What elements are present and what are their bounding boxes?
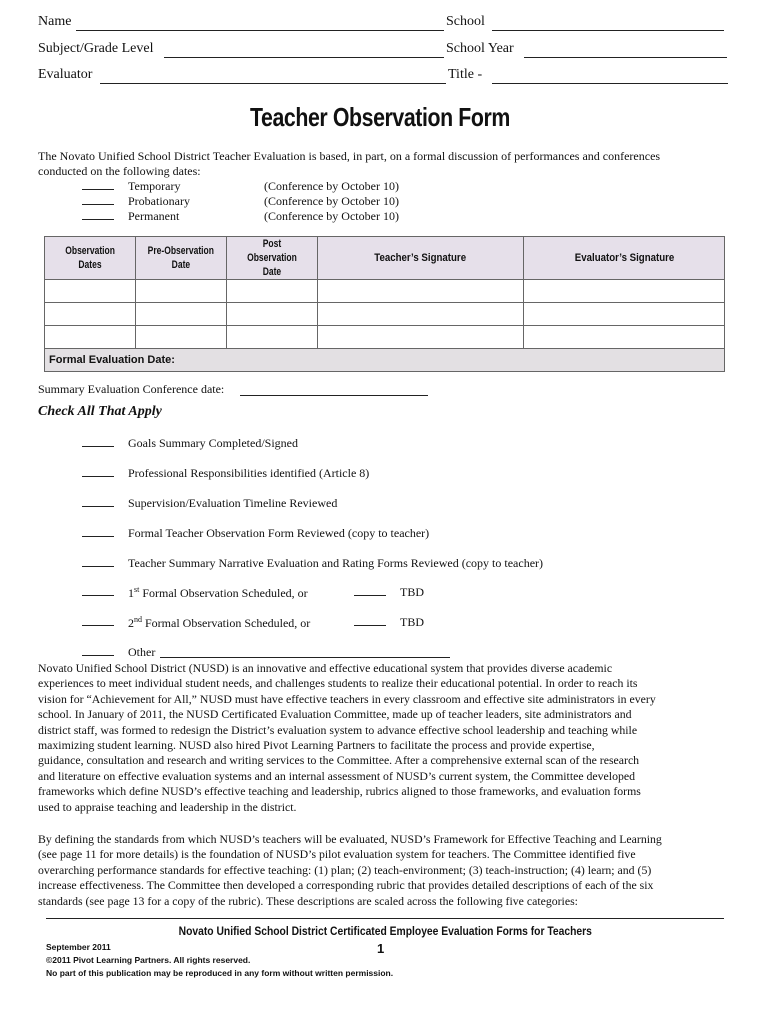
check-blank[interactable] <box>82 615 114 626</box>
paragraph-2 <box>38 832 732 909</box>
check-item-form-reviewed <box>82 526 430 541</box>
title-field[interactable] <box>492 83 728 84</box>
paragraph-line: standards (see page 13 for a copy of the rubric). These descriptions are scaled across the following five categories: <box>38 893 578 908</box>
paragraph-line: experiences to meet individual student needs, and challenges students to realize their educational potential. In order to reach its <box>38 676 638 691</box>
paragraph-1 <box>38 661 732 815</box>
check-label: Supervision/Evaluation Timeline Reviewed <box>128 496 338 510</box>
footer-copyright: ©2011 Pivot Learning Partners. All rights reserved. <box>46 955 251 965</box>
paragraph-line: overarching performance standards for effective teaching: (1) plan; (2) teach-environment; (3) teach-instruction; (4) learn; and (5) <box>38 862 652 877</box>
tbd-label: TBD <box>400 585 424 599</box>
check-blank[interactable] <box>82 466 114 477</box>
subject-grade-field[interactable] <box>164 57 444 58</box>
paragraph-line: frameworks which define NUSD’s effective teaching and leadership, rubrics aligned to those frameworks, and evaluation forms <box>38 784 641 799</box>
table-cell[interactable] <box>317 326 524 349</box>
evaluator-label: Evaluator <box>38 67 93 82</box>
paragraph-line: Novato Unified School District (NUSD) is an innovative and effective educational system that provides diverse academic <box>38 661 613 675</box>
paragraph-line: maximizing student learning. NUSD also hired Pivot Learning Partners to facilitate the process and provide expertise, <box>38 738 595 753</box>
table-cell[interactable] <box>524 326 725 349</box>
summary-conference-label: Summary Evaluation Conference date: <box>38 382 225 396</box>
table-cell[interactable] <box>524 303 725 326</box>
permanent-blank[interactable] <box>82 209 114 220</box>
table-cell[interactable] <box>226 280 317 303</box>
check-label: Other <box>128 645 156 659</box>
other-field[interactable] <box>160 657 450 658</box>
check-item-first-observation <box>82 585 424 600</box>
check-item-narrative <box>82 556 544 571</box>
subject-grade-label: Subject/Grade Level <box>38 41 154 56</box>
paragraph-line: used to appraise teaching and leadership in the district. <box>38 799 297 814</box>
check-label: Formal Teacher Observation Form Reviewed (copy to teacher) <box>128 526 430 540</box>
status-label: Permanent <box>128 209 180 223</box>
status-row-probationary <box>82 194 399 209</box>
status-note: (Conference by October 10) <box>264 209 399 223</box>
table-cell[interactable] <box>226 326 317 349</box>
status-note: (Conference by October 10) <box>264 179 399 193</box>
paragraph-line: By defining the standards from which NUSD’s teachers will be evaluated, NUSD’s Framework for Effective Teaching and Learning <box>38 832 662 846</box>
check-all-heading: Check All That Apply <box>38 404 162 419</box>
observation-table <box>44 236 725 372</box>
table-row <box>45 280 725 303</box>
intro-line-2: conducted on the following dates: <box>38 164 201 178</box>
tbd-label: TBD <box>400 615 424 629</box>
check-blank[interactable] <box>82 645 114 656</box>
table-cell[interactable] <box>135 280 226 303</box>
table-row <box>45 326 725 349</box>
check-blank[interactable] <box>82 496 114 507</box>
school-year-field[interactable] <box>524 57 727 58</box>
name-label: Name <box>38 14 72 29</box>
observation-dates-header: Observation Dates <box>45 237 136 280</box>
formal-evaluation-row <box>45 349 725 372</box>
status-row-permanent <box>82 209 399 224</box>
evaluator-field[interactable] <box>100 83 446 84</box>
check-item-responsibilities <box>82 466 370 481</box>
tbd-blank[interactable] <box>354 615 386 626</box>
form-title: Teacher Observation Form <box>250 102 510 132</box>
table-cell[interactable] <box>45 303 136 326</box>
check-item-second-observation <box>82 615 424 630</box>
table-cell[interactable] <box>135 303 226 326</box>
table-cell[interactable] <box>45 326 136 349</box>
title-label: Title - <box>448 67 483 82</box>
check-label: 2nd Formal Observation Scheduled, or <box>128 615 311 630</box>
name-field[interactable] <box>76 30 444 31</box>
probationary-blank[interactable] <box>82 194 114 205</box>
check-label: Goals Summary Completed/Signed <box>128 436 298 450</box>
paragraph-line: guidance, consultation and research and writing services to the Committee. After a comprehensive external scan of the research <box>38 753 640 768</box>
status-row-temporary <box>82 179 399 194</box>
check-blank[interactable] <box>82 556 114 567</box>
paragraph-line: school. In January of 2011, the NUSD Certificated Evaluation Committee, made up of teacher leaders, site administrators and <box>38 707 632 722</box>
table-header-row <box>45 237 725 280</box>
check-blank[interactable] <box>82 585 114 596</box>
formal-evaluation-date-label[interactable]: Formal Evaluation Date: <box>45 349 725 372</box>
paragraph-line: district staff, was formed to redesign the District’s evaluation system to advance effective school leadership and teaching while <box>38 722 638 737</box>
school-field[interactable] <box>492 30 724 31</box>
footer-notice: No part of this publication may be reproduced in any form without written permission. <box>46 968 394 978</box>
check-blank[interactable] <box>82 436 114 447</box>
intro-line-1: The Novato Unified School District Teacher Evaluation is based, in part, on a formal discussion of performances and conferences <box>38 149 661 163</box>
footer-title: Novato Unified School District Certificated Employee Evaluation Forms for Teachers <box>178 924 592 938</box>
check-blank[interactable] <box>82 526 114 537</box>
page-number: 1 <box>377 941 385 956</box>
paragraph-line: increase effectiveness. The Committee then developed a corresponding rubric that provides detailed descriptions of each of the six <box>38 878 654 893</box>
table-cell[interactable] <box>226 303 317 326</box>
temporary-blank[interactable] <box>82 179 114 190</box>
table-cell[interactable] <box>524 280 725 303</box>
school-label: School <box>446 14 485 29</box>
check-item-timeline <box>82 496 338 511</box>
teacher-signature-header: Teacher’s Signature <box>317 237 524 280</box>
paragraph-line: (see page 11 for more details) is the foundation of NUSD’s pilot evaluation system for teachers. The Committee identified five <box>38 847 636 862</box>
table-cell[interactable] <box>45 280 136 303</box>
footer-date: September 2011 <box>46 942 111 952</box>
check-label: Professional Responsibilities identified (Article 8) <box>128 466 370 480</box>
status-label: Temporary <box>128 179 181 193</box>
status-label: Probationary <box>128 194 190 208</box>
check-item-goals <box>82 436 298 451</box>
check-label: Teacher Summary Narrative Evaluation and Rating Forms Reviewed (copy to teacher) <box>128 556 544 570</box>
check-label: 1st Formal Observation Scheduled, or <box>128 585 308 600</box>
table-row <box>45 303 725 326</box>
status-note: (Conference by October 10) <box>264 194 399 208</box>
paragraph-line: vision for “Achievement for All,” NUSD must have effective teachers in every classroom and effective site administrators in every <box>38 691 656 706</box>
check-item-other <box>82 645 156 660</box>
paragraph-line: and literature on effective evaluation systems and an internal assessment of NUSD’s current system, the Committee developed <box>38 768 635 783</box>
evaluator-signature-header: Evaluator’s Signature <box>524 237 725 280</box>
school-year-label: School Year <box>446 41 514 56</box>
summary-conference-field[interactable] <box>240 395 428 396</box>
table-cell[interactable] <box>135 326 226 349</box>
post-observation-header: Post Observation Date <box>226 237 317 280</box>
tbd-blank[interactable] <box>354 585 386 596</box>
pre-observation-header: Pre-Observation Date <box>135 237 226 280</box>
footer-divider <box>46 918 724 919</box>
table-cell[interactable] <box>317 303 524 326</box>
table-cell[interactable] <box>317 280 524 303</box>
